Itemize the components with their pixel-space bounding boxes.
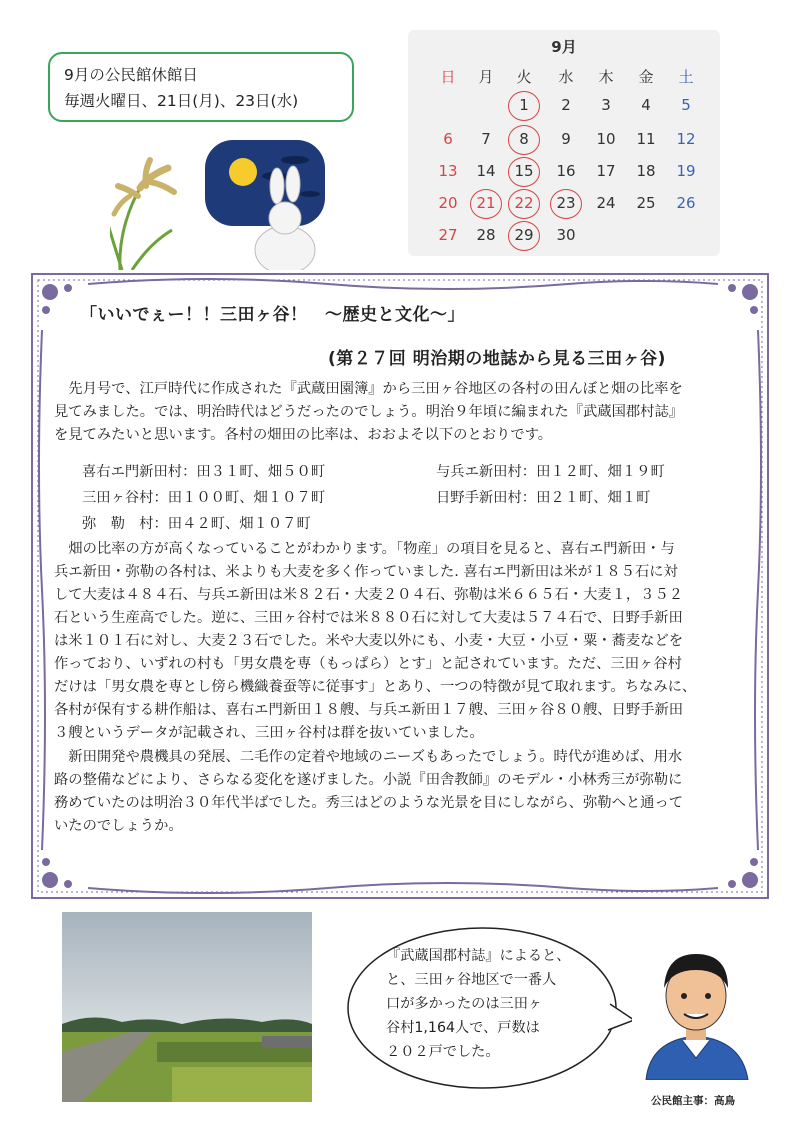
paragraph-line: ３艘というデータが記載され、三田ヶ谷村は群を抜いていました。 [54, 725, 484, 741]
village-figure: 日野手新田村：田２１町、畑１町 [436, 490, 651, 506]
calendar-weekday: 水 [558, 68, 574, 86]
paragraph-line: 務めていたのは明治３０年代半ばでした。秀三はどのような光景を目にしながら、弥勒へと通って [54, 795, 684, 811]
paragraph-line: 兵エ新田・弥勒の各村は、米よりも大麦を多く作っていました. 喜右エ門新田は米が１８５石に対 [54, 564, 678, 580]
paragraph-line: 畑の比率の方が高くなっていることがわかります。「物産」の項目を見ると、喜右エ門新田・与 [54, 541, 675, 557]
calendar-day: 15 [514, 162, 534, 180]
village-figure: 与兵エ新田村：田１２町、畑１９町 [436, 464, 665, 480]
paragraph-line: 見てみました。では、明治時代はどうだったのでしょう。明治９年頃に編まれた『武蔵国郡村誌』 [54, 404, 684, 420]
paragraph-line: だけは「男女農を専とし傍ら機織養蚕等に従事す」とあり、一つの特徴が見て取れます。ちなみに、 [54, 679, 697, 695]
bubble-text [386, 944, 586, 1064]
landscape-photo [62, 912, 312, 1102]
paragraph-line: は米１０１石に対し、大麦２３石でした。米や大麦以外にも、小麦・大豆・小豆・粟・蕎麦などを [54, 633, 684, 649]
calendar-day: 13 [438, 162, 458, 180]
notice-title: 9月の公民館休館日 [64, 66, 198, 84]
calendar-day: 9 [561, 130, 571, 148]
calendar-day: 11 [636, 130, 656, 148]
calendar-day: 8 [519, 130, 529, 148]
bubble-line: 『武蔵国郡村誌』によると、 [386, 948, 571, 964]
calendar-day: 6 [443, 130, 453, 148]
village-figure: 三田ヶ谷村：田１００町、畑１０７町 [82, 490, 326, 506]
calendar-day: 20 [438, 194, 458, 212]
calendar-day: 18 [636, 162, 656, 180]
calendar-weekday: 火 [516, 68, 532, 86]
calendar-day: 19 [676, 162, 696, 180]
calendar-day: 22 [514, 194, 534, 212]
calendar-day: 3 [601, 96, 611, 114]
calendar-day: 17 [596, 162, 616, 180]
bubble-line: 口が多かったのは三田ヶ [386, 996, 543, 1012]
bubble-line: と、三田ヶ谷地区で一番人 [386, 972, 557, 988]
article-title: 「いいでぇー！！三田ヶ谷！ ～歴史と文化～」 [80, 305, 465, 325]
calendar-weekday: 日 [440, 68, 456, 86]
article-intro [54, 378, 754, 447]
night-sky-moon-icon [205, 140, 325, 226]
calendar-weekday: 木 [598, 68, 614, 86]
calendar-day: 1 [519, 96, 529, 114]
calendar-day: 29 [514, 226, 534, 244]
paragraph-line: 新田開発や農機具の発展、二毛作の定着や地域のニーズもあったでしょう。時代が進めば、用水 [54, 749, 683, 765]
paragraph-line: を見てみたいと思います。各村の畑田の比率は、おおよそ以下のとおりです。 [54, 427, 553, 443]
calendar-day: 27 [438, 226, 458, 244]
moon-viewing-illustration [110, 138, 340, 270]
calendar-month: 9月 [551, 38, 577, 56]
calendar-weekday: 月 [478, 68, 494, 86]
calendar-day: 10 [596, 130, 616, 148]
calendar-day: 24 [596, 194, 616, 212]
calendar-day: 16 [556, 162, 576, 180]
closed-days-notice [48, 52, 354, 122]
village-figure: 喜右エ門新田村：田３１町、畑５０町 [82, 464, 326, 480]
article-body-2 [54, 746, 754, 838]
article-body-1 [54, 538, 754, 745]
calendar-day: 4 [641, 96, 651, 114]
paragraph-line: して大麦は４８４石、与兵エ新田は米８２石・大麦２０４石、弥勒は米６６５石・大麦１，３５２ [54, 587, 684, 603]
paragraph-line: 作っており、いずれの村も「男女農を専（もっぱら）とす」と記されています。ただ、三田ヶ谷村 [54, 656, 682, 672]
calendar-day: 28 [476, 226, 496, 244]
calendar-day: 14 [476, 162, 496, 180]
notice-days: 毎週火曜日、21日(月)、23日(水) [64, 92, 299, 110]
article-subtitle: (第２７回 明治期の地誌から見る三田ヶ谷) [328, 349, 666, 369]
bubble-line: ２０２戸でした。 [386, 1044, 500, 1060]
calendar-day: 12 [676, 130, 696, 148]
pampas-grass-icon [110, 160, 174, 270]
village-figure: 弥 勒 村：田４２町、畑１０７町 [82, 516, 311, 532]
paragraph-line: 各村が保有する耕作船は、喜右エ門新田１８艘、与兵エ新田１７艘、三田ヶ谷８０艘、日野手新田 [54, 702, 684, 718]
paragraph-line: 石という生産高でした。逆に、三田ヶ谷村では米８８０石に対して大麦は５７４石で、日野手新田 [54, 610, 683, 626]
bubble-line: 谷村1,164人で、戸数は [386, 1020, 540, 1036]
staff-portrait-icon [636, 940, 756, 1080]
calendar-weekday: 土 [678, 68, 694, 86]
september-calendar [408, 30, 720, 256]
calendar-day: 21 [476, 194, 496, 212]
calendar-day: 2 [561, 96, 571, 114]
paragraph-line: 路の整備などにより、さらなる変化を遂げました。小説『田舎教師』のモデル・小林秀三が弥勒に [54, 772, 683, 788]
staff-caption: 公民館主事：高鳥 [651, 1095, 735, 1107]
calendar-day: 30 [556, 226, 576, 244]
calendar-day: 5 [681, 96, 691, 114]
calendar-day: 26 [676, 194, 696, 212]
paragraph-line: いたのでしょうか。 [54, 818, 183, 834]
calendar-day: 25 [636, 194, 656, 212]
calendar-day: 7 [481, 130, 491, 148]
calendar-day: 23 [556, 194, 576, 212]
paragraph-line: 先月号で、江戸時代に作成された『武蔵田園簿』から三田ヶ谷地区の各村の田んぼと畑の比率を [54, 381, 683, 397]
calendar-weekday: 金 [638, 68, 654, 86]
